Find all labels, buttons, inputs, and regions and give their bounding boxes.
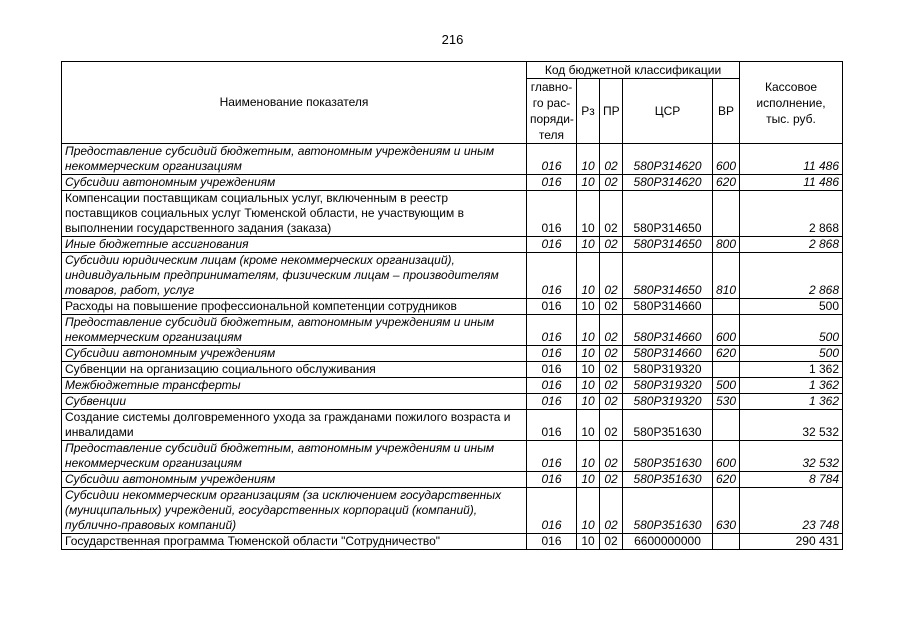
row-glavny: 016 <box>527 394 577 410</box>
row-csr: 580P314660 <box>623 346 713 362</box>
row-glavny: 016 <box>527 253 577 299</box>
row-rz: 10 <box>577 410 600 441</box>
row-amount: 500 <box>740 315 843 346</box>
row-pr: 02 <box>600 253 623 299</box>
row-vr: 620 <box>713 472 740 488</box>
row-rz: 10 <box>577 346 600 362</box>
row-name: Компенсации поставщикам социальных услуг, включенным в реестр поставщиков социальных услуг Тюменской области, не участвующим в выполнении государственного задания (заказа) <box>62 191 527 237</box>
row-csr: 580P314660 <box>623 299 713 315</box>
header-pr: ПР <box>600 79 623 144</box>
row-pr: 02 <box>600 315 623 346</box>
row-pr: 02 <box>600 441 623 472</box>
row-amount: 23 748 <box>740 488 843 534</box>
table-row <box>62 191 843 237</box>
row-vr: 530 <box>713 394 740 410</box>
row-vr: 810 <box>713 253 740 299</box>
row-name: Субсидии автономным учреждениям <box>62 175 527 191</box>
row-pr: 02 <box>600 488 623 534</box>
table-row <box>62 488 843 534</box>
row-vr: 600 <box>713 315 740 346</box>
row-name: Субсидии автономным учреждениям <box>62 346 527 362</box>
row-amount: 2 868 <box>740 191 843 237</box>
row-amount: 8 784 <box>740 472 843 488</box>
row-csr: 580P314660 <box>623 315 713 346</box>
row-name: Предоставление субсидий бюджетным, автономным учреждениям и иным некоммерческим организациям <box>62 144 527 175</box>
row-rz: 10 <box>577 362 600 378</box>
row-vr <box>713 299 740 315</box>
row-name: Субсидии некоммерческим организациям (за исключением государственных (муниципальных) учреждений, государственных корпораций (компаний), публично-правовых компаний) <box>62 488 527 534</box>
row-csr: 580P351630 <box>623 488 713 534</box>
row-csr: 580P351630 <box>623 472 713 488</box>
table-row <box>62 315 843 346</box>
budget-table <box>61 61 843 550</box>
row-rz: 10 <box>577 315 600 346</box>
row-glavny: 016 <box>527 410 577 441</box>
row-name: Предоставление субсидий бюджетным, автономным учреждениям и иным некоммерческим организациям <box>62 315 527 346</box>
row-vr: 800 <box>713 237 740 253</box>
row-amount: 32 532 <box>740 410 843 441</box>
row-pr: 02 <box>600 472 623 488</box>
row-pr: 02 <box>600 410 623 441</box>
row-pr: 02 <box>600 299 623 315</box>
row-amount: 32 532 <box>740 441 843 472</box>
table-row <box>62 175 843 191</box>
row-vr <box>713 191 740 237</box>
row-csr: 580P314620 <box>623 175 713 191</box>
row-csr: 580P319320 <box>623 362 713 378</box>
row-glavny: 016 <box>527 299 577 315</box>
row-name: Межбюджетные трансферты <box>62 378 527 394</box>
row-csr: 580P351630 <box>623 410 713 441</box>
row-amount: 2 868 <box>740 237 843 253</box>
row-pr: 02 <box>600 237 623 253</box>
row-pr: 02 <box>600 394 623 410</box>
row-rz: 10 <box>577 175 600 191</box>
header-vr: ВР <box>713 79 740 144</box>
row-glavny: 016 <box>527 144 577 175</box>
row-glavny: 016 <box>527 488 577 534</box>
table-body <box>62 144 843 550</box>
row-pr: 02 <box>600 175 623 191</box>
row-csr: 580P319320 <box>623 394 713 410</box>
row-vr: 500 <box>713 378 740 394</box>
header-name: Наименование показателя <box>62 62 527 144</box>
row-vr <box>713 410 740 441</box>
table-row <box>62 299 843 315</box>
row-glavny: 016 <box>527 175 577 191</box>
row-vr: 620 <box>713 346 740 362</box>
row-amount: 1 362 <box>740 378 843 394</box>
row-rz: 10 <box>577 191 600 237</box>
page-number: 216 <box>441 32 464 47</box>
row-rz: 10 <box>577 488 600 534</box>
row-name: Предоставление субсидий бюджетным, автономным учреждениям и иным некоммерческим организациям <box>62 441 527 472</box>
table-row <box>62 394 843 410</box>
row-rz: 10 <box>577 472 600 488</box>
row-pr: 02 <box>600 362 623 378</box>
row-vr: 600 <box>713 441 740 472</box>
header-code-group: Код бюджетной классификации <box>527 62 740 79</box>
row-csr: 580P314620 <box>623 144 713 175</box>
header-amount: Кассовое исполнение, тыс. руб. <box>740 62 843 144</box>
row-csr: 580P314650 <box>623 191 713 237</box>
table-row <box>62 441 843 472</box>
row-csr: 580P351630 <box>623 441 713 472</box>
row-rz: 10 <box>577 378 600 394</box>
row-csr: 580P314650 <box>623 253 713 299</box>
row-rz: 10 <box>577 394 600 410</box>
row-vr: 630 <box>713 488 740 534</box>
row-glavny: 016 <box>527 315 577 346</box>
row-glavny: 016 <box>527 378 577 394</box>
row-amount: 290 431 <box>740 534 843 550</box>
table-header <box>62 62 843 144</box>
row-amount: 1 362 <box>740 394 843 410</box>
row-glavny: 016 <box>527 362 577 378</box>
row-rz: 10 <box>577 144 600 175</box>
row-name: Субвенции на организацию социального обслуживания <box>62 362 527 378</box>
row-rz: 10 <box>577 237 600 253</box>
table-row <box>62 410 843 441</box>
header-glavny: главно-го рас-поряди-теля <box>527 79 577 144</box>
row-glavny: 016 <box>527 472 577 488</box>
row-pr: 02 <box>600 346 623 362</box>
table-row <box>62 253 843 299</box>
row-csr: 580P319320 <box>623 378 713 394</box>
row-amount: 11 486 <box>740 175 843 191</box>
header-csr: ЦСР <box>623 79 713 144</box>
row-pr: 02 <box>600 144 623 175</box>
row-amount: 11 486 <box>740 144 843 175</box>
row-name: Расходы на повышение профессиональной компетенции сотрудников <box>62 299 527 315</box>
table-row <box>62 362 843 378</box>
row-rz: 10 <box>577 534 600 550</box>
row-vr: 620 <box>713 175 740 191</box>
table-row <box>62 144 843 175</box>
row-amount: 500 <box>740 299 843 315</box>
table-row <box>62 534 843 550</box>
row-pr: 02 <box>600 378 623 394</box>
row-name: Субсидии автономным учреждениям <box>62 472 527 488</box>
row-pr: 02 <box>600 191 623 237</box>
row-glavny: 016 <box>527 346 577 362</box>
row-name: Государственная программа Тюменской области "Сотрудничество" <box>62 534 527 550</box>
row-amount: 500 <box>740 346 843 362</box>
row-rz: 10 <box>577 299 600 315</box>
row-csr: 580P314650 <box>623 237 713 253</box>
table-row <box>62 237 843 253</box>
row-amount: 1 362 <box>740 362 843 378</box>
row-glavny: 016 <box>527 441 577 472</box>
row-glavny: 016 <box>527 237 577 253</box>
row-name: Создание системы долговременного ухода за гражданами пожилого возраста и инвалидами <box>62 410 527 441</box>
row-glavny: 016 <box>527 534 577 550</box>
row-vr <box>713 534 740 550</box>
row-name: Иные бюджетные ассигнования <box>62 237 527 253</box>
row-glavny: 016 <box>527 191 577 237</box>
row-amount: 2 868 <box>740 253 843 299</box>
row-pr: 02 <box>600 534 623 550</box>
row-name: Субсидии юридическим лицам (кроме некоммерческих организаций), индивидуальным предпринимателям, физическим лицам – производителям товаров, работ, услуг <box>62 253 527 299</box>
row-name: Субвенции <box>62 394 527 410</box>
row-csr: 6600000000 <box>623 534 713 550</box>
table-row <box>62 472 843 488</box>
header-rz: Рз <box>577 79 600 144</box>
table-row <box>62 346 843 362</box>
row-vr <box>713 362 740 378</box>
table-row <box>62 378 843 394</box>
row-rz: 10 <box>577 441 600 472</box>
row-vr: 600 <box>713 144 740 175</box>
row-rz: 10 <box>577 253 600 299</box>
